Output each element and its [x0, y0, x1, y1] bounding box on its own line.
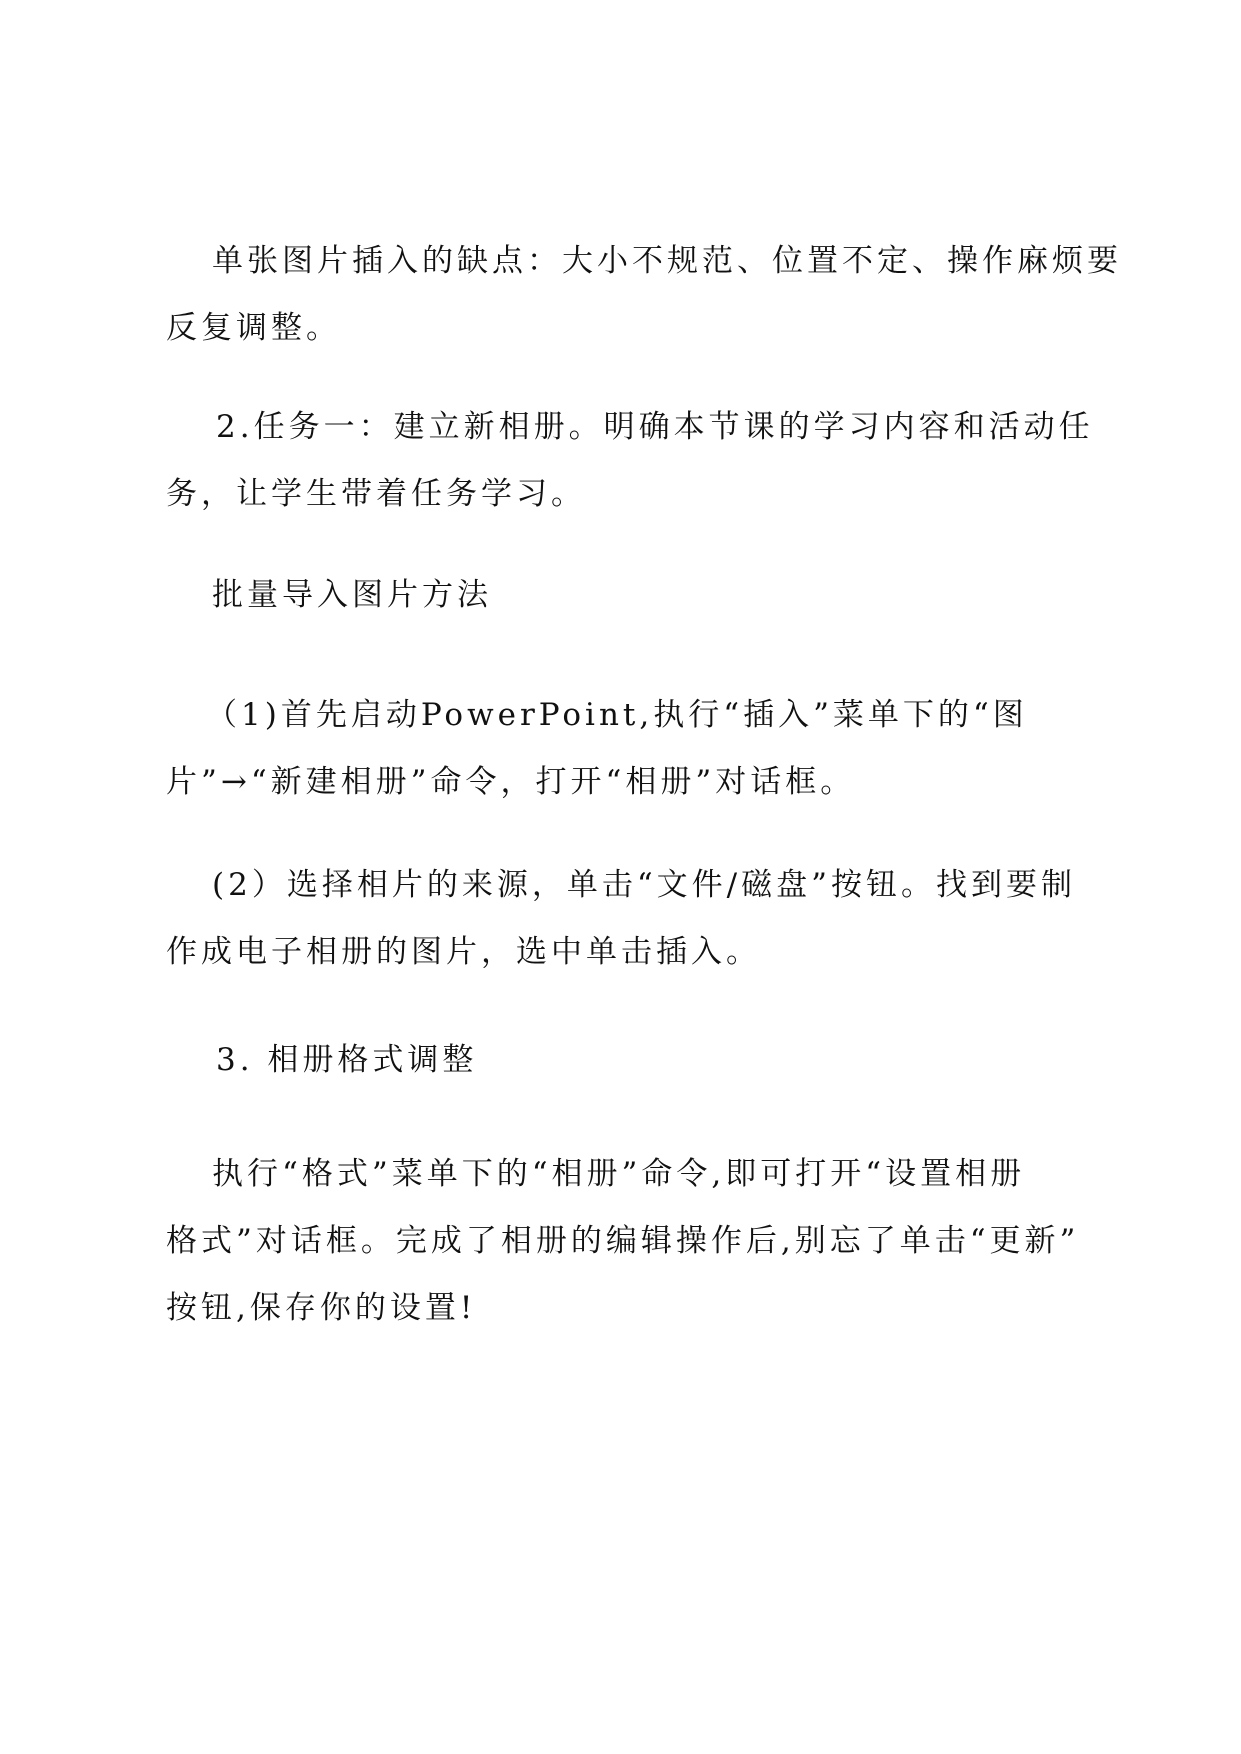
paragraph-single-image-drawbacks — [166, 228, 1122, 362]
paragraph-line: 格式”对话框。完成了相册的编辑操作后,别忘了单击“更新” — [166, 1223, 1080, 1259]
paragraph-line: 2.任务一：建立新相册。明确本节课的学习内容和活动任 — [216, 409, 1094, 445]
paragraph-line: 执行“格式”菜单下的“相册”命令,即可打开“设置相册 — [212, 1156, 1026, 1192]
paragraph-line: 3. 相册格式调整 — [216, 1042, 478, 1078]
paragraph-line: 单张图片插入的缺点：大小不规范、位置不定、操作麻烦要 — [212, 243, 1122, 279]
paragraph-line: 反复调整。 — [166, 310, 341, 346]
paragraph-line: （1)首先启动PowerPoint,执行“插入”菜单下的“图 — [206, 697, 1028, 733]
paragraph-album-format-heading — [166, 1027, 1086, 1094]
paragraph-line: (2）选择相片的来源，单击“文件/磁盘”按钮。找到要制 — [212, 867, 1076, 903]
paragraph-step-two — [166, 852, 1086, 986]
paragraph-step-one — [166, 682, 1086, 816]
paragraph-batch-import-heading — [166, 562, 1086, 629]
paragraph-format-instructions — [166, 1141, 1086, 1342]
paragraph-line: 作成电子相册的图片，选中单击插入。 — [166, 934, 761, 970]
paragraph-line: 片”→“新建相册”命令，打开“相册”对话框。 — [166, 764, 856, 800]
paragraph-task-one — [166, 394, 1094, 528]
paragraph-line: 批量导入图片方法 — [212, 577, 492, 613]
paragraph-line: 务，让学生带着任务学习。 — [166, 476, 586, 512]
paragraph-line: 按钮,保存你的设置! — [166, 1290, 477, 1326]
